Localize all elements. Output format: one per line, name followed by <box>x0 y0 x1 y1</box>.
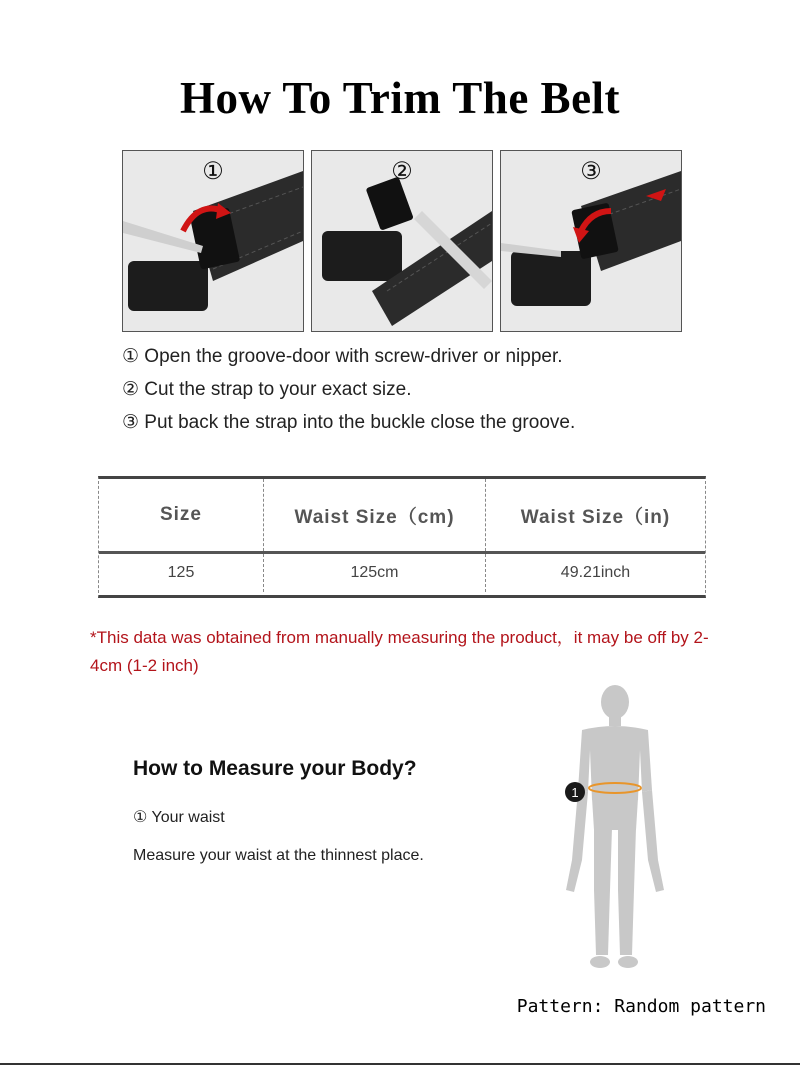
header-waist-in: Waist Size（in) <box>520 506 671 528</box>
cell-waist-in: 49.21inch <box>560 564 631 581</box>
measurement-disclaimer: *This data was obtained from manually measuring the product，it may be off by 2-4cm (1-2 inch) <box>90 628 709 675</box>
bottom-divider <box>0 1063 800 1065</box>
header-waist-cm: Waist Size（cm) <box>264 479 486 551</box>
table-row <box>99 554 705 592</box>
step-2-illustration <box>311 150 493 332</box>
step-number: ① <box>202 158 224 185</box>
header-size: Size <box>99 479 264 551</box>
step-number: ② <box>391 158 413 185</box>
table-header-row <box>99 479 705 554</box>
trim-instructions <box>122 340 575 439</box>
instruction-step-1: ① Open the groove-door with screw-driver or nipper. <box>122 346 563 367</box>
page-title: How To Trim The Belt <box>179 73 621 123</box>
pattern-label: Pattern: Random pattern <box>516 996 766 1017</box>
waist-marker-label: 1 <box>571 785 579 800</box>
cell-waist-cm: 125cm <box>264 554 486 592</box>
cell-size: 125 <box>99 554 264 592</box>
measure-item-waist: ① Your waist <box>133 809 225 826</box>
measure-description: Measure your waist at the thinnest place. <box>133 847 424 864</box>
instruction-step-2: ② Cut the strap to your exact size. <box>122 379 412 400</box>
step-number: ③ <box>580 158 602 185</box>
size-table <box>98 476 706 598</box>
body-silhouette <box>520 680 720 980</box>
step-3-illustration <box>500 150 682 332</box>
measure-heading: How to Measure your Body? <box>133 757 417 780</box>
step-1-illustration <box>122 150 304 332</box>
instruction-step-3: ③ Put back the strap into the buckle close the groove. <box>122 412 576 433</box>
